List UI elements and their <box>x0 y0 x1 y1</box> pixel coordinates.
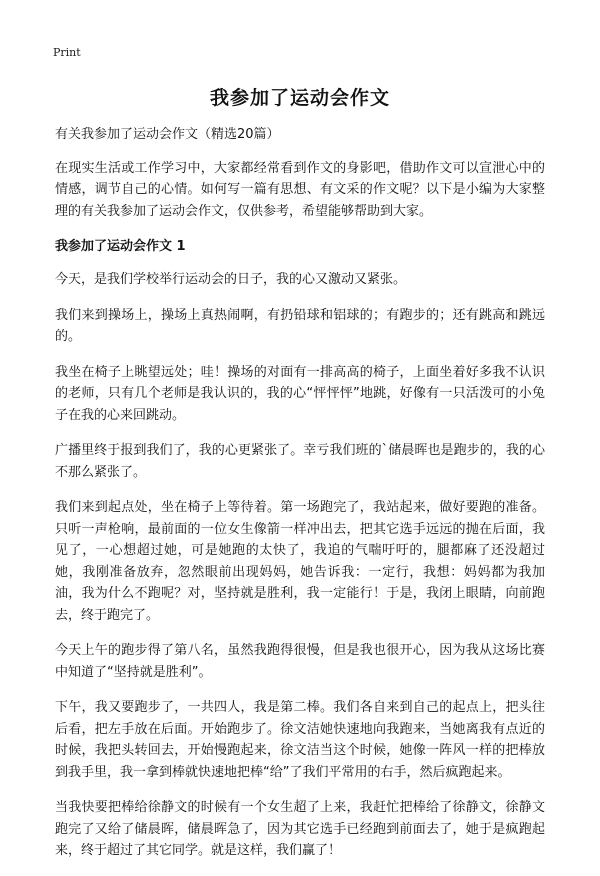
paragraph: 下午，我又要跑步了，一共四人，我是第二棒。我们各自来到自己的起点上，把头往后看，把左手放在后面。开始跑步了。徐文洁她快速地向我跑来，当她离我有点近的时候，我把头转回去，开始慢跑起来，徐文洁当这个时候，她像一阵风一样的把棒放到我手里，我一拿到棒就快速地把棒“给”了我们平常用的右手，然后疯跑起来。 <box>55 700 545 780</box>
page-title: 我参加了运动会作文 <box>209 87 390 109</box>
paragraph: 我坐在椅子上眺望远处；哇！操场的对面有一排高高的椅子，上面坐着好多我不认识的老师，只有几个老师是我认识的，我的心“怦怦怦”地跳，好像有一只活泼可的小兔子在我的心来回跳动。 <box>55 364 545 423</box>
print-link[interactable]: Print <box>53 46 81 59</box>
article-body <box>55 124 545 876</box>
paragraph: 当我快要把棒给徐静文的时候有一个女生超了上来，我赶忙把棒给了徐静文，徐静文跑完了又给了储晨晖，储晨晖急了，因为其它选手已经跑到前面去了，她于是疯跑起来，终于超过了其它同学。就是这样，我们赢了！ <box>55 800 545 858</box>
paragraph: 我们来到起点处，坐在椅子上等待着。第一场跑完了，我站起来，做好要跑的准备。只听一声枪响，最前面的一位女生像箭一样冲出去，把其它选手远远的抛在后面，我见了，一心想超过她，可是她跑的太快了，我追的气喘吁吁的，腿都麻了还没超过她，我刚准备放弃，忽然眼前出现妈妈，她告诉我：一定行，我想：妈妈都为我加油，我为什么不跑呢？对，坚持就是胜利，我一定能行！于是，我闭上眼睛，向前跑去，终于跑完了。 <box>55 500 545 623</box>
paragraph: 今天，是我们学校举行运动会的日子，我的心又激动又紧张。 <box>55 272 407 287</box>
paragraph: 今天上午的跑步得了第八名，虽然我跑得很慢，但是我也很开心，因为我从这场比赛中知道了“坚持就是胜利”。 <box>55 643 545 680</box>
intro-paragraph: 在现实生活或工作学习中，大家都经常看到作文的身影吧，借助作文可以宣泄心中的情感，调节自己的心情。如何写一篇有思想、有文采的作文呢？以下是小编为大家整理的有关我参加了运动会作文，仅供参考，希望能够帮助到大家。 <box>55 160 545 219</box>
paragraph: 广播里终于报到我们了，我的心更紧张了。幸亏我们班的`储晨晖也是跑步的，我的心不那么紧张了。 <box>55 443 545 480</box>
section-heading: 我参加了运动会作文 1 <box>55 239 186 254</box>
article-subtitle: 有关我参加了运动会作文（精选20篇） <box>55 127 280 142</box>
paragraph: 我们来到操场上，操场上真热闹啊，有扔铅球和铝球的；有跑步的；还有跳高和跳远的。 <box>55 307 545 344</box>
